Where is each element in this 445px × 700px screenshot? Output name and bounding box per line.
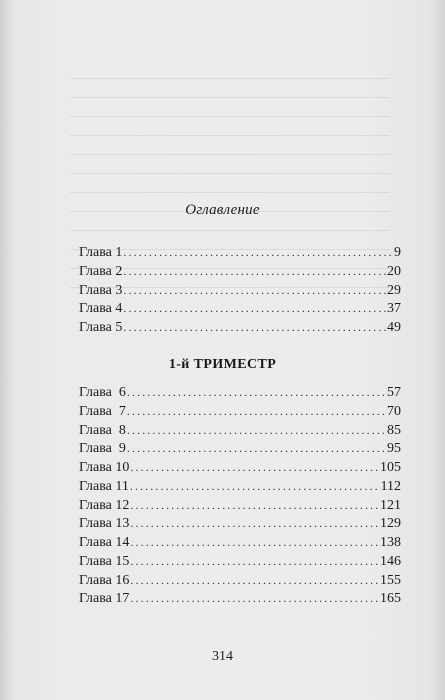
chapter-label: Глава 8 bbox=[79, 422, 126, 438]
chapter-label: Глава 17 bbox=[79, 591, 130, 607]
page-number: 314 bbox=[212, 649, 233, 664]
toc-entry[interactable] bbox=[79, 477, 401, 496]
leader-dots bbox=[123, 318, 386, 336]
leader-dots bbox=[127, 439, 386, 457]
leader-dots bbox=[130, 514, 379, 532]
toc-entry[interactable] bbox=[79, 402, 401, 421]
chapter-page: 146 bbox=[380, 553, 401, 569]
chapter-page: 20 bbox=[387, 263, 401, 279]
toc-entry[interactable] bbox=[79, 299, 401, 318]
leader-dots bbox=[130, 477, 380, 495]
leader-dots bbox=[130, 458, 379, 476]
chapter-label: Глава 16 bbox=[79, 572, 130, 588]
toc-entry[interactable] bbox=[79, 496, 401, 515]
leader-dots bbox=[127, 402, 386, 420]
toc-entry[interactable] bbox=[79, 318, 401, 337]
leader-dots bbox=[130, 496, 379, 514]
toc-entry[interactable] bbox=[79, 514, 401, 533]
chapter-label: Глава 12 bbox=[79, 497, 130, 513]
toc-entry[interactable] bbox=[79, 383, 401, 402]
leader-dots bbox=[130, 533, 379, 551]
leader-dots bbox=[123, 262, 386, 280]
toc-entry[interactable] bbox=[79, 243, 401, 262]
chapter-label: Глава 15 bbox=[79, 553, 130, 569]
chapter-label: Глава 11 bbox=[79, 478, 129, 494]
toc-heading: Оглавление bbox=[185, 202, 260, 218]
chapter-page: 105 bbox=[380, 460, 401, 475]
toc-entry[interactable] bbox=[79, 421, 401, 440]
chapter-page: 29 bbox=[387, 282, 401, 298]
leader-dots bbox=[130, 552, 379, 570]
chapter-page: 37 bbox=[387, 301, 401, 317]
toc-entry[interactable] bbox=[79, 589, 401, 608]
leader-dots bbox=[123, 281, 386, 299]
chapter-page: 85 bbox=[387, 422, 401, 438]
toc-entry[interactable] bbox=[79, 281, 401, 300]
chapter-label: Глава 6 bbox=[79, 385, 126, 400]
section-title: 1-й ТРИМЕСТР bbox=[168, 357, 277, 372]
leader-dots bbox=[123, 243, 393, 261]
chapter-label: Глава 5 bbox=[79, 320, 123, 335]
leader-dots bbox=[130, 589, 379, 607]
chapter-page: 165 bbox=[380, 591, 401, 607]
toc-entry[interactable] bbox=[79, 533, 401, 552]
toc-entry[interactable] bbox=[79, 571, 401, 590]
chapter-label: Глава 10 bbox=[79, 460, 130, 475]
chapter-page: 129 bbox=[380, 516, 401, 532]
toc-entry[interactable] bbox=[79, 552, 401, 571]
chapter-label: Глава 4 bbox=[79, 301, 123, 317]
chapter-page: 112 bbox=[380, 478, 401, 494]
chapter-label: Глава 2 bbox=[79, 263, 123, 279]
chapter-page: 9 bbox=[394, 245, 401, 260]
chapter-page: 121 bbox=[380, 497, 401, 513]
chapter-page: 155 bbox=[380, 572, 401, 588]
chapter-label: Глава 7 bbox=[79, 403, 126, 419]
toc-entry[interactable] bbox=[79, 439, 401, 458]
toc-entry[interactable] bbox=[79, 458, 401, 477]
chapter-page: 70 bbox=[387, 403, 401, 419]
chapter-label: Глава 13 bbox=[79, 516, 130, 532]
chapter-page: 95 bbox=[387, 441, 401, 457]
chapter-label: Глава 1 bbox=[79, 245, 123, 260]
chapter-page: 57 bbox=[387, 385, 401, 400]
chapter-label: Глава 14 bbox=[79, 535, 130, 550]
chapter-label: Глава 9 bbox=[79, 441, 126, 457]
chapter-label: Глава 3 bbox=[79, 282, 123, 298]
toc-entry[interactable] bbox=[79, 262, 401, 281]
chapter-page: 49 bbox=[387, 320, 401, 335]
leader-dots bbox=[127, 383, 386, 401]
chapter-page: 138 bbox=[380, 535, 401, 550]
show-through-texture bbox=[70, 60, 390, 390]
section-chapter-list bbox=[79, 383, 401, 608]
leader-dots bbox=[127, 421, 386, 439]
leader-dots bbox=[130, 571, 379, 589]
intro-chapter-list bbox=[79, 243, 401, 337]
leader-dots bbox=[123, 299, 386, 317]
